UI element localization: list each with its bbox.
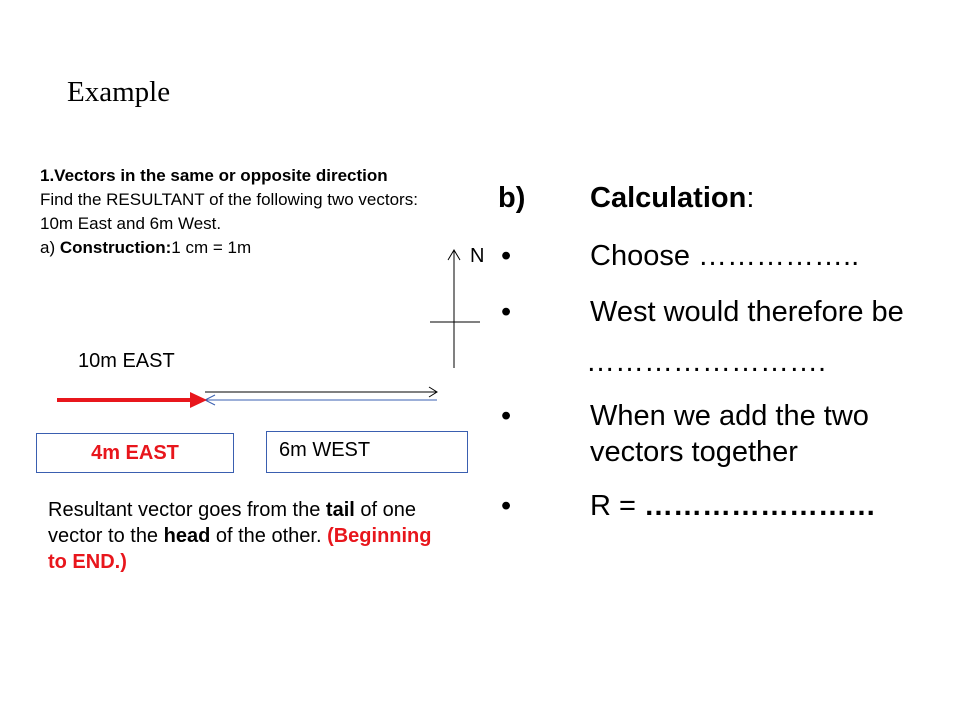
north-label: N [470, 245, 485, 267]
explanation-part: of the other. [210, 525, 328, 547]
calculation-item-prefix: R = [590, 490, 644, 522]
calculation-item: …………………… [644, 490, 876, 522]
vector-diagram [55, 380, 445, 410]
explanation-emphasis: (Beginning to END.) [48, 525, 432, 573]
head-word: head [163, 525, 211, 547]
calculation-section [498, 180, 938, 524]
calculation-item: West would therefore be [590, 296, 904, 328]
explanation-part: Resultant vector goes from the [48, 499, 326, 521]
calculation-heading: Calculation [590, 182, 747, 214]
bullet-icon: • [501, 400, 512, 432]
page-title: Example [67, 76, 171, 108]
bullet-icon: • [501, 490, 512, 522]
explanation-part: of one vector to the [48, 499, 416, 547]
calculation-marker: b) [498, 182, 526, 214]
construction-scale: 1 cm = 1m [171, 238, 252, 257]
section-heading: 1.Vectors in the same or opposite direction [40, 166, 388, 185]
resultant-explanation [48, 497, 448, 575]
resultant-label-box: 4m EAST [36, 433, 234, 473]
tail-word: tail [325, 499, 355, 521]
problem-statement [40, 164, 450, 260]
calculation-item: Choose …………….. [590, 240, 860, 272]
resultant-vector-head [190, 392, 207, 408]
calculation-item: ……………………. [586, 346, 827, 378]
west-vector-label-box: 6m WEST [266, 431, 468, 473]
construction-label: Construction: [59, 238, 172, 257]
calculation-colon: : [746, 182, 755, 214]
compass-icon [428, 248, 488, 370]
construction-prefix: a) [40, 238, 60, 257]
east-vector-label: 10m EAST [78, 350, 175, 372]
bullet-icon: • [501, 240, 512, 272]
calculation-item: When we add the two vectors together [590, 400, 869, 468]
problem-text: Find the RESULTANT of the following two vectors: 10m East and 6m West. [40, 190, 418, 233]
bullet-icon: • [501, 296, 512, 328]
